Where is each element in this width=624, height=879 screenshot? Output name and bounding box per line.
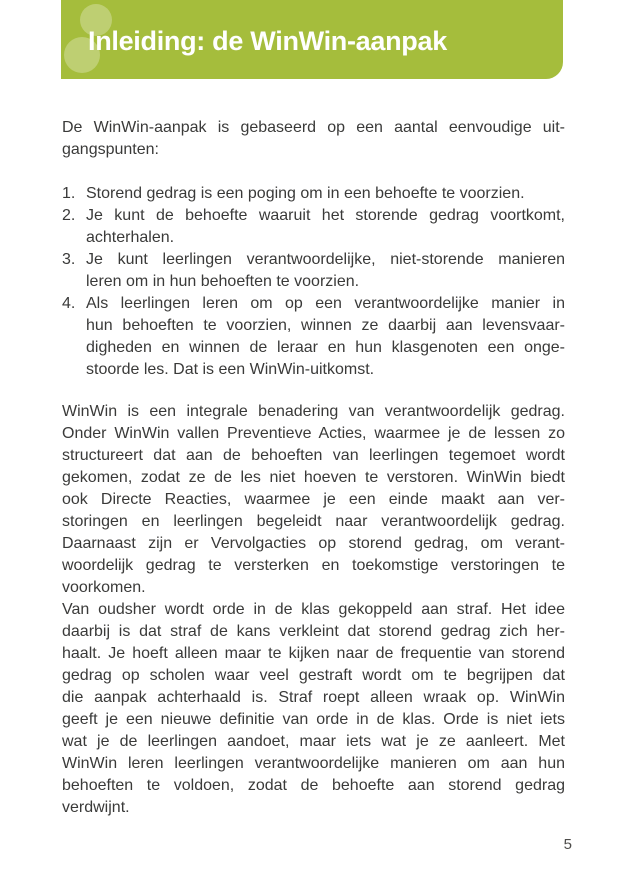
list-item: [62, 205, 565, 249]
text-line: behoeften te voldoen, zodat de behoefte aan storend gedrag: [62, 777, 565, 794]
body-paragraph-2: [62, 599, 565, 819]
text-line: leren om in hun behoeften te voorzien.: [86, 273, 360, 290]
text-line: die aanpak achterhaald is. Straf roept alleen wraak op. WinWin: [62, 689, 565, 706]
text-line: structureert dat aan de behoeften van leerlingen tegemoet wordt: [62, 447, 565, 464]
page-title: Inleiding: de WinWin-aanpak: [88, 26, 447, 56]
list-item-text: [86, 205, 565, 249]
text-line: De WinWin-aanpak is gebaseerd op een aantal eenvoudige uit-: [62, 119, 565, 136]
list-item: [62, 183, 565, 205]
text-line: gedrag op scholen waar veel gestraft wordt om te begrijpen dat: [62, 667, 565, 684]
list-item: [62, 249, 565, 293]
text-line: Je kunt de behoefte waaruit het storende gedrag voortkomt,: [86, 207, 565, 224]
text-line: Onder WinWin vallen Preventieve Acties, waarmee je de lessen zo: [62, 425, 565, 442]
text-line: gekomen, zodat ze de les niet hoeven te verstoren. WinWin biedt: [62, 469, 565, 486]
text-line: Van oudsher wordt orde in de klas gekoppeld aan straf. Het idee: [62, 601, 565, 618]
text-line: verdwijnt.: [62, 799, 130, 816]
text-line: woordelijk gedrag te versterken en toekomstige verstoringen te: [62, 557, 565, 574]
page-body: [62, 79, 565, 819]
intro-paragraph: [62, 117, 565, 161]
list-item-text: [86, 183, 565, 205]
list-item-number: 1.: [62, 185, 76, 202]
page-number: 5: [563, 836, 572, 853]
numbered-list: [62, 183, 565, 381]
text-line: voorkomen.: [62, 579, 146, 596]
list-item-text: [86, 293, 565, 381]
text-line: Storend gedrag is een poging om in een behoefte te voorzien.: [86, 185, 525, 202]
text-line: wat je de leerlingen aandoet, maar iets wat je ze aanleert. Met: [62, 733, 565, 750]
chapter-header-banner: [61, 0, 563, 79]
text-line: Als leerlingen leren om op een verantwoordelijke manier in: [86, 295, 565, 312]
text-line: hun behoeften te voorzien, winnen ze daarbij aan levensvaar-: [86, 317, 565, 334]
list-item-number: 2.: [62, 207, 76, 224]
text-line: Je kunt leerlingen verantwoordelijke, niet-storende manieren: [86, 251, 565, 268]
text-line: geeft je een nieuwe definitie van orde in de klas. Orde is niet iets: [62, 711, 565, 728]
list-item-number: 4.: [62, 295, 76, 312]
text-line: daarbij is dat straf de kans verkleint dat storend gedrag zich her-: [62, 623, 565, 640]
text-line: gangspunten:: [62, 141, 159, 158]
body-paragraph-1: [62, 401, 565, 599]
text-line: WinWin is een integrale benadering van verantwoordelijk gedrag.: [62, 403, 565, 420]
list-item: [62, 293, 565, 381]
text-line: haalt. Je hoeft alleen maar te kijken naar de frequentie van storend: [62, 645, 565, 662]
text-line: storingen en leerlingen begeleidt naar verantwoordelijk gedrag.: [62, 513, 565, 530]
text-line: Daarnaast zijn er Vervolgacties op storend gedrag, om verant-: [62, 535, 565, 552]
text-line: WinWin leren leerlingen verantwoordelijke manieren om aan hun: [62, 755, 565, 772]
text-line: ook Directe Reacties, waarmee je een einde maakt aan ver-: [62, 491, 565, 508]
text-line: stoorde les. Dat is een WinWin-uitkomst.: [86, 361, 375, 378]
text-line: achterhalen.: [86, 229, 175, 246]
text-line: digheden en winnen de leraar en hun klasgenoten een onge-: [86, 339, 565, 356]
list-item-number: 3.: [62, 251, 76, 268]
list-item-text: [86, 249, 565, 293]
